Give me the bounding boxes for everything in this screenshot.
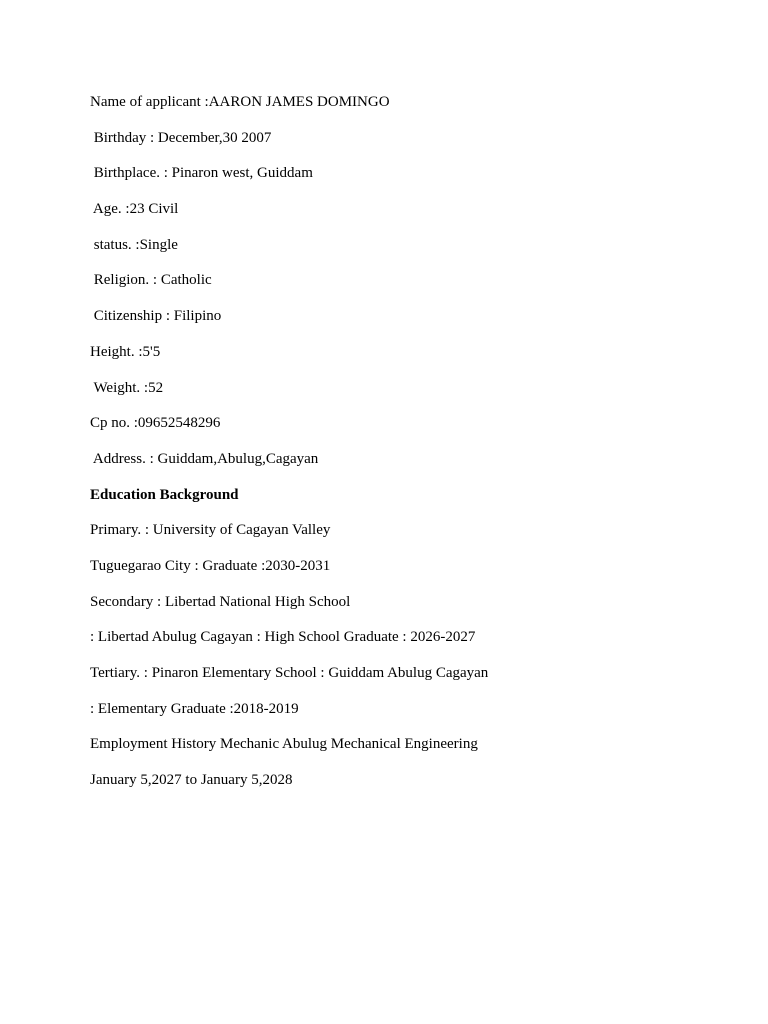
height-line: Height. :5'5 [90, 343, 161, 360]
religion-line: Religion. : Catholic [90, 272, 212, 289]
tertiary-graduate-line: : Elementary Graduate :2018-2019 [90, 700, 299, 717]
birthplace-line: Birthplace. : Pinaron west, Guiddam [90, 165, 313, 182]
civil-status-line: status. :Single [90, 236, 178, 253]
tertiary-education-line: Tertiary. : Pinaron Elementary School : Guiddam Abulug Cagayan [90, 665, 489, 681]
applicant-name-line: Name of applicant :AARON JAMES DOMINGO [90, 94, 390, 110]
education-heading: Education Background [90, 486, 239, 503]
cp-number-line: Cp no. :09652548296 [90, 415, 221, 432]
birthday-line: Birthday : December,30 2007 [90, 129, 272, 146]
weight-line: Weight. :52 [90, 379, 164, 396]
employment-dates-line: January 5,2027 to January 5,2028 [90, 772, 293, 789]
primary-education-line: Primary. : University of Cagayan Valley [90, 522, 331, 539]
employment-history-line: Employment History Mechanic Abulug Mechanical Engineering [90, 736, 478, 753]
address-line: Address. : Guiddam,Abulug,Cagayan [90, 450, 319, 467]
resume-body [90, 93, 710, 807]
primary-location-line: Tuguegarao City : Graduate :2030-2031 [90, 557, 331, 574]
secondary-education-line: Secondary : Libertad National High School [90, 593, 351, 610]
citizenship-line: Citizenship : Filipino [90, 308, 222, 325]
age-line: Age. :23 Civil [90, 201, 179, 218]
secondary-location-line: : Libertad Abulug Cagayan : High School Graduate : 2026-2027 [90, 629, 476, 646]
